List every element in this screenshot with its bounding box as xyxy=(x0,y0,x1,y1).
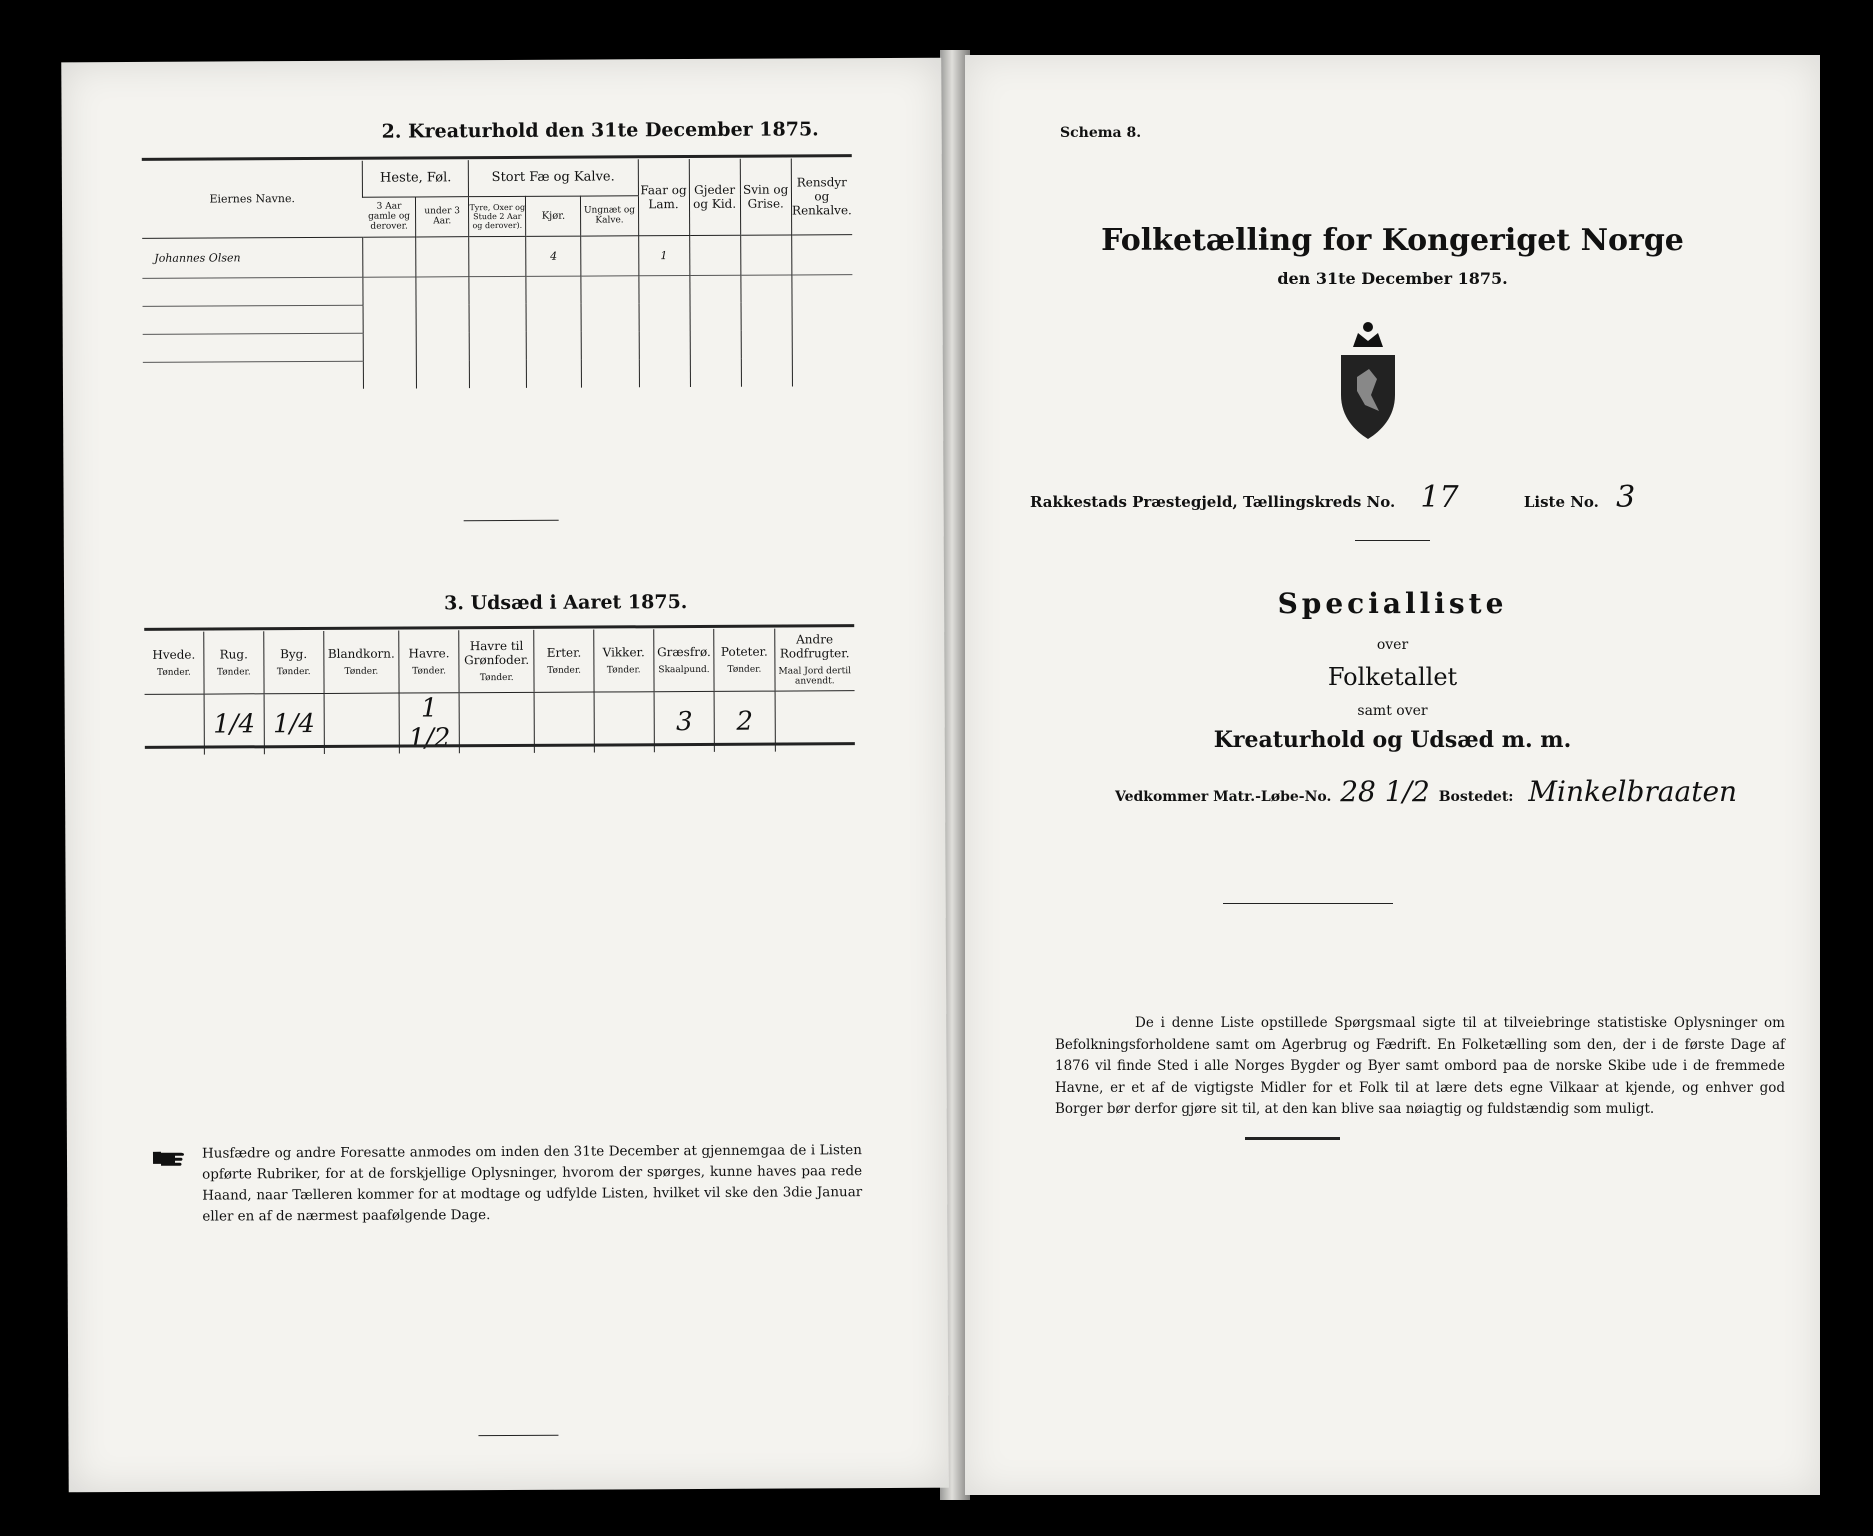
gjeder-header: Gjeder og Kid. xyxy=(689,159,740,235)
stort-c-header: Ungnæt og Kalve. xyxy=(581,195,638,235)
livestock-table xyxy=(142,158,853,390)
svin-header: Svin og Grise. xyxy=(740,158,791,234)
faar-header: Faar og Lam. xyxy=(638,159,689,235)
table-row xyxy=(143,302,853,334)
stort-b-header: Kjør. xyxy=(526,196,581,236)
separator-rule xyxy=(1355,540,1430,541)
table-row xyxy=(142,234,852,278)
section2-title: 2. Kreaturhold den 31te December 1875. xyxy=(381,118,819,143)
seed-header-unit: Tønder. xyxy=(216,667,251,678)
seed-value-4: 1 1/2 xyxy=(399,692,459,753)
seed-header-8 xyxy=(654,629,715,691)
section3-title: 3. Udsæd i Aaret 1875. xyxy=(444,591,688,615)
bosted-label: Bostedet: xyxy=(1438,789,1514,805)
krets-label: Tællingskreds No. xyxy=(1242,493,1396,511)
stort-group-header: Stort Fæ og Kalve. xyxy=(468,159,638,196)
matr-label: Vedkommer Matr.-Løbe-No. xyxy=(1115,789,1332,805)
seed-header-3 xyxy=(323,631,399,693)
seed-header-unit: Tønder. xyxy=(412,666,446,677)
right-page xyxy=(965,55,1820,1495)
over-text: over xyxy=(1376,637,1409,653)
stort-a-header: Tyre, Oxer og Stude 2 Aar og derover). xyxy=(469,196,526,236)
rensdyr-header: Rensdyr og Renkalve. xyxy=(791,158,852,234)
liste-label: Liste No. xyxy=(1523,493,1599,511)
seed-header-unit: Maal Jord dertil anvendt. xyxy=(778,665,851,687)
district-line xyxy=(1030,480,1790,515)
seed-value-1: 1/4 xyxy=(204,693,264,754)
seed-header-crop: Rug. xyxy=(219,647,248,662)
bottom-rule xyxy=(478,1435,558,1436)
table-row xyxy=(143,330,853,362)
specialliste-title: Specialliste xyxy=(1277,587,1508,620)
seed-header-5 xyxy=(459,630,535,692)
seed-table xyxy=(144,628,855,754)
seed-header-unit: Skaalpund. xyxy=(658,664,710,675)
heste-group-header: Heste, Føl. xyxy=(363,160,469,197)
instruction-note: Husfædre og andre Foresatte anmodes om inden den 31te December at gjennemgaa de i Listen opførte Rubriker, for at de forskjellige Oplysninger, hvorom der spørges, kunne haves paa rede Haand, naar Tælleren kommer for at modtage og udfylde Listen, hvilket vil ske den 3die Januar eller en af de nærmest paafølgende Dage. xyxy=(201,1142,863,1225)
norwegian-coat-of-arms-icon xyxy=(1333,317,1403,447)
seed-header-0 xyxy=(144,632,204,694)
table-row xyxy=(143,358,853,390)
matr-line xyxy=(1115,775,1815,808)
seed-header-unit: Tønder. xyxy=(276,666,311,677)
separator-rule xyxy=(1223,903,1393,904)
seed-value-8: 3 xyxy=(654,691,715,752)
seed-header-crop: Vikker. xyxy=(602,645,645,660)
bosted-value: Minkelbraaten xyxy=(1528,775,1738,808)
seed-header-crop: Græsfrø. xyxy=(657,644,711,659)
bottom-rule xyxy=(1245,1137,1340,1140)
seed-header-crop: Havre. xyxy=(408,646,450,661)
seed-header-unit: Tønder. xyxy=(606,665,641,676)
body-paragraph: De i denne Liste opstillede Spørgsmaal sigte til at tilveiebringe statistiske Oplysninger om Befolkningsforholdene samt om Agerbrug og Fædrift. En Folketælling som den, der i de første Dage af 1876 vil finde Sted i alle Norges Bygder og Byer samt ombord paa de norske Skibe ude i de fremmede Havne, er et af de vigtigste Midler for et Folk til at lære dets egne Vilkaar at kjende, og enhver god Borger bør derfor gjøre sit til, at den kan blive saa nøiagtig og fuldstændig som muligt. xyxy=(1055,1015,1785,1117)
seed-header-crop: Byg. xyxy=(280,646,308,661)
owner-name: Johannes Olsen xyxy=(154,250,241,265)
seed-header-unit: Tønder. xyxy=(344,666,379,677)
seed-header-crop: Andre Rodfrugter. xyxy=(779,632,850,661)
samt-over-text: samt over xyxy=(1357,703,1428,719)
owner-header: Eiernes Navne. xyxy=(142,161,363,238)
seed-header-unit: Tønder. xyxy=(727,664,762,675)
matr-value: 28 1/2 xyxy=(1340,775,1430,808)
pointing-hand-icon xyxy=(152,1147,192,1169)
seed-header-unit: Tønder. xyxy=(547,665,582,676)
table-row xyxy=(142,274,852,306)
seed-header-crop: Poteter. xyxy=(720,644,768,659)
faar-value: 1 xyxy=(638,235,689,275)
seed-header-row xyxy=(144,628,854,694)
seed-header-9 xyxy=(714,629,775,691)
separator-rule xyxy=(464,520,559,521)
main-title: Folketælling for Kongeriget Norge xyxy=(1101,223,1684,258)
seed-header-4 xyxy=(399,630,459,692)
subtitle: den 31te December 1875. xyxy=(1277,269,1508,288)
seed-header-10 xyxy=(774,628,854,690)
seed-header-7 xyxy=(594,629,654,691)
heste-b-header: under 3 Aar. xyxy=(416,196,469,236)
folketallet-title: Folketallet xyxy=(1327,663,1458,691)
kreaturhold-title: Kreaturhold og Udsæd m. m. xyxy=(1213,727,1572,753)
seed-value-9: 2 xyxy=(714,691,775,752)
kjor-value: 4 xyxy=(526,236,581,276)
seed-header-unit: Tønder. xyxy=(479,672,514,683)
schema-label: Schema 8. xyxy=(1060,125,1142,141)
seed-header-1 xyxy=(204,631,264,693)
liste-value: 3 xyxy=(1616,480,1636,515)
seed-header-2 xyxy=(264,631,324,693)
parish: Rakkestads Præstegjeld, xyxy=(1030,493,1238,511)
seed-header-crop: Hvede. xyxy=(152,647,196,662)
seed-header-crop: Blandkorn. xyxy=(327,646,395,661)
krets-value: 17 xyxy=(1420,480,1459,515)
seed-header-6 xyxy=(534,630,594,692)
seed-header-unit: Tønder. xyxy=(157,667,191,678)
heste-a-header: 3 Aar gamle og derover. xyxy=(363,196,416,236)
seed-value-2: 1/4 xyxy=(264,693,324,754)
seed-header-crop: Havre til Grønfoder. xyxy=(464,638,530,667)
seed-header-crop: Erter. xyxy=(546,645,582,660)
left-page xyxy=(61,58,948,1493)
